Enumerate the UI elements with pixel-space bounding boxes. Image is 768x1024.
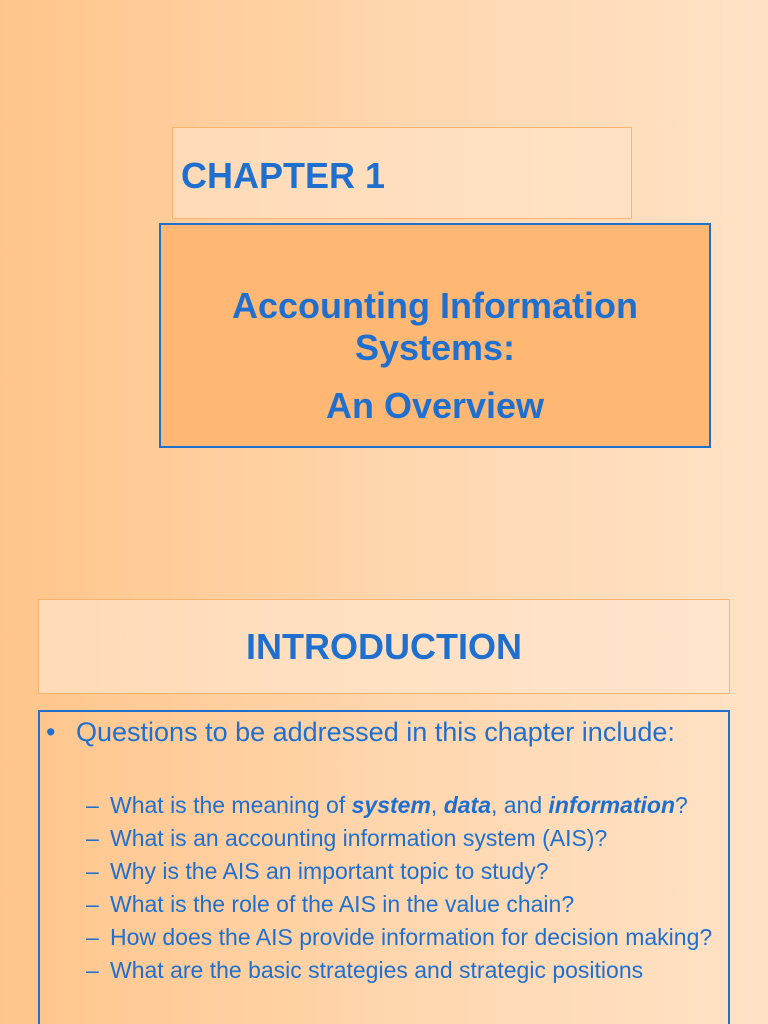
bullet-item	[46, 716, 716, 748]
slide-introduction	[0, 576, 768, 1024]
question-list	[86, 792, 726, 990]
dash-marker: –	[86, 825, 99, 851]
slide-subtitle	[161, 385, 709, 427]
dash-marker: –	[86, 924, 99, 950]
chapter-label: CHAPTER 1	[181, 155, 386, 196]
separator: ,	[430, 792, 444, 818]
separator: , and	[490, 792, 549, 818]
question-text: How does the AIS provide information for decision making?	[110, 924, 713, 950]
question-item-6	[86, 957, 726, 984]
question-item-5	[86, 924, 726, 951]
question-end: ?	[675, 792, 688, 818]
title-line-2: Systems:	[354, 327, 516, 368]
title-box	[159, 223, 711, 448]
subtitle-text: An Overview	[325, 385, 545, 426]
question-item-1	[86, 792, 726, 819]
question-item-4	[86, 891, 726, 918]
question-text: What is the meaning of	[110, 792, 352, 818]
question-item-3	[86, 858, 726, 885]
content-box	[38, 710, 730, 1024]
slide-title-text	[161, 285, 709, 369]
term-system: system	[351, 792, 431, 818]
title-line-1: Accounting Information	[232, 285, 638, 326]
heading-box	[38, 599, 730, 694]
dash-marker: –	[86, 957, 99, 983]
bullet-text: Questions to be addressed in this chapter include:	[76, 717, 675, 747]
question-text: What is the role of the AIS in the value chain?	[110, 891, 575, 917]
question-text: What are the basic strategies and strategic positions	[110, 957, 644, 983]
dash-marker: –	[86, 858, 99, 884]
term-information: information	[548, 792, 676, 818]
term-data: data	[443, 792, 491, 818]
dash-marker: –	[86, 792, 99, 818]
question-text: What is an accounting information system (AIS)?	[110, 825, 608, 851]
question-item-2	[86, 825, 726, 852]
bullet-marker: •	[46, 717, 56, 747]
question-text: Why is the AIS an important topic to study?	[110, 858, 549, 884]
dash-marker: –	[86, 891, 99, 917]
introduction-heading: INTRODUCTION	[246, 626, 522, 667]
chapter-box	[172, 127, 632, 219]
